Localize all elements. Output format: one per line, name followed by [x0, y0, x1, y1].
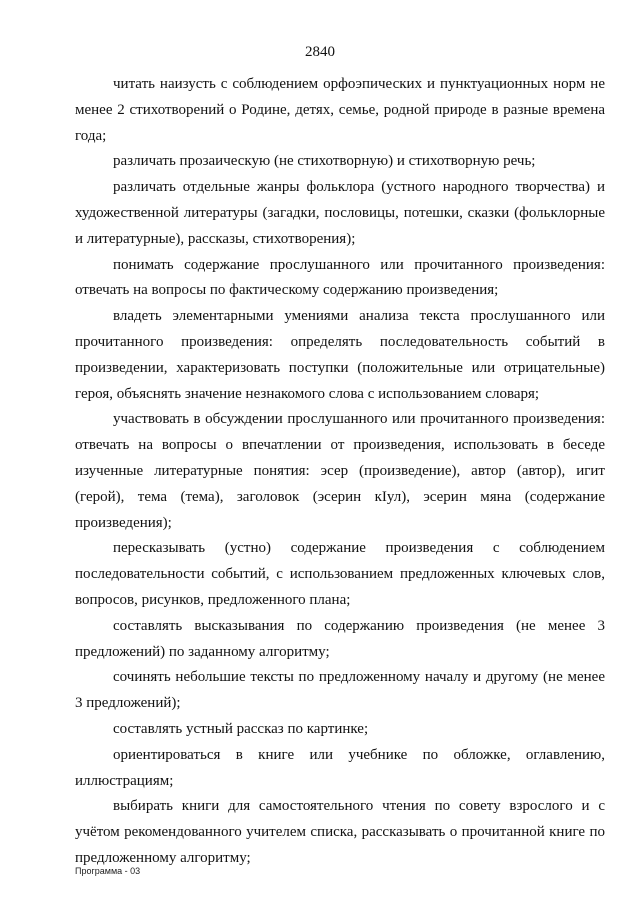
- paragraph: различать прозаическую (не стихотворную) и стихотворную речь;: [113, 153, 536, 170]
- paragraph: участвовать в обсуждении прослушанного или прочитанного произведения: отвечать на вопросы о впечатлении от произведения, использовать в беседе изученные литературные понятия: эсер (произведение), автор (автор), игит (герой), тема (тема), заголовок (эсерин кӀул), эсерин мяна (содержание произведения);: [75, 411, 605, 531]
- paragraph: ориентироваться в книге или учебнике по обложке, оглавлению, иллюстрациям;: [75, 746, 605, 789]
- paragraph: различать отдельные жанры фольклора (устного народного творчества) и художественной литературы (загадки, пословицы, потешки, сказки (фольклорные и литературные), рассказы, стихотворения);: [75, 179, 605, 247]
- page-number: 2840: [305, 44, 335, 60]
- paragraph: читать наизусть с соблюдением орфоэпических и пунктуационных норм не менее 2 стихотворений о Родине, детях, семье, родной природе в разные времена года;: [75, 76, 605, 144]
- page-footer: Программа - 03: [75, 866, 141, 876]
- document-body: [75, 72, 605, 872]
- paragraph: составлять устный рассказ по картинке;: [113, 720, 369, 737]
- paragraph: понимать содержание прослушанного или прочитанного произведения: отвечать на вопросы по фактическому содержанию произведения;: [75, 256, 605, 299]
- paragraph: владеть элементарными умениями анализа текста прослушанного или прочитанного произведения: определять последовательность событий в произведении, характеризовать поступки (положительные или отрицательные) героя, объяснять значение незнакомого слова с использованием словаря;: [75, 308, 605, 402]
- paragraph: сочинять небольшие тексты по предложенному началу и другому (не менее 3 предложений);: [75, 669, 605, 712]
- paragraph: пересказывать (устно) содержание произведения с соблюдением последовательности событий, с использованием предложенных ключевых слов, вопросов, рисунков, предложенного плана;: [75, 540, 605, 608]
- paragraph: составлять высказывания по содержанию произведения (не менее 3 предложений) по заданному алгоритму;: [75, 617, 605, 660]
- paragraph: выбирать книги для самостоятельного чтения по совету взрослого и с учётом рекомендованного учителем списка, рассказывать о прочитанной книге по предложенному алгоритму;: [75, 798, 605, 866]
